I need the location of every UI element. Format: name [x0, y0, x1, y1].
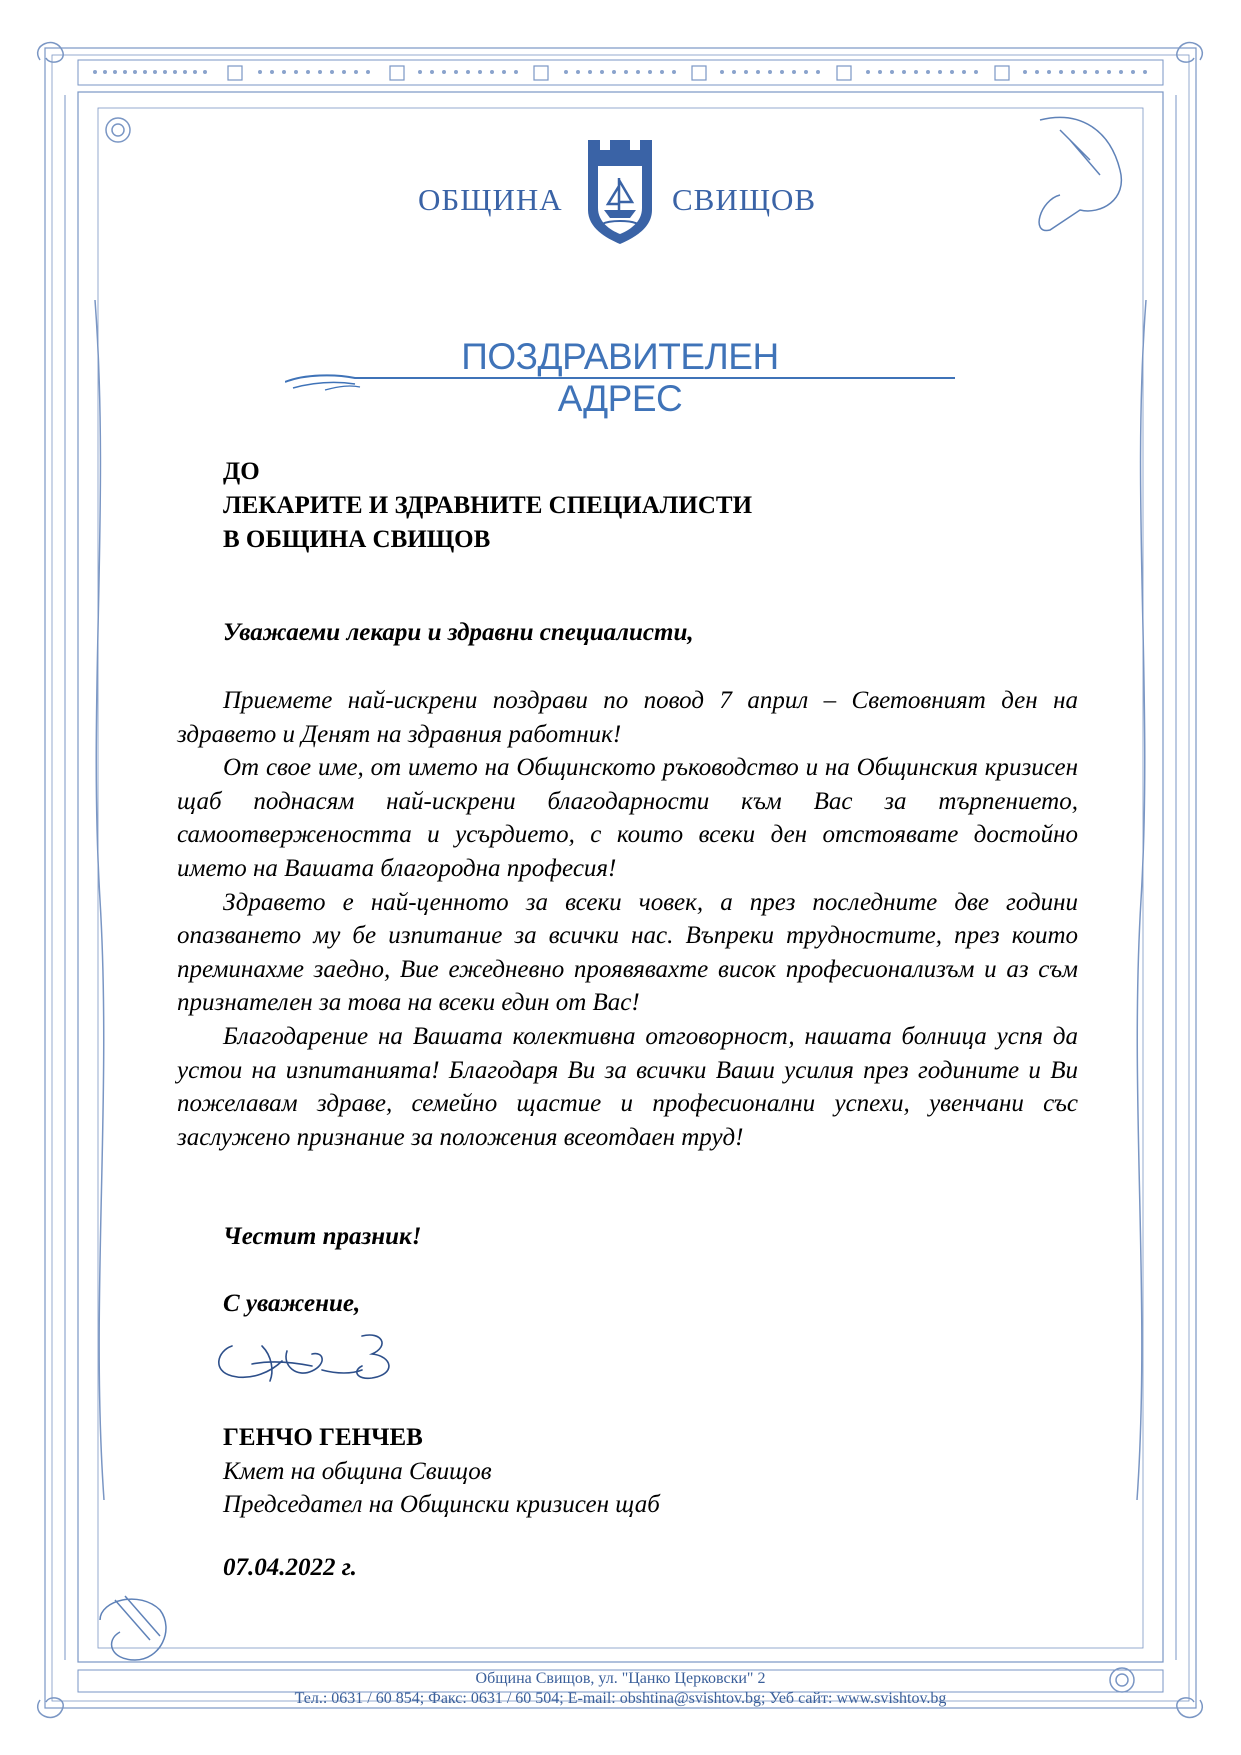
addressee-line-2: ЛЕКАРИТЕ И ЗДРАВНИТЕ СПЕЦИАЛИСТИ	[223, 492, 753, 519]
footer-address: Община Свищов, ул. "Цанко Церковски" 2	[475, 1670, 766, 1687]
letter-body	[177, 684, 1078, 1154]
municipality-name-right: СВИЩОВ	[672, 182, 817, 217]
paragraph-4: Благодарение на Вашата колективна отговорност, нашата болница успя да устои на изпитанията! Благодаря Ви за всички Ваши усилия през годините и Ви пожелавам здраве, семейно щастие и професионални успехи, увенчани със заслужено признание за положения всеотдаен труд!	[177, 1022, 1078, 1151]
signer-name: ГЕНЧО ГЕНЧЕВ	[223, 1424, 423, 1451]
salutation: Уважаеми лекари и здравни специалисти,	[223, 619, 694, 646]
document-title: ПОЗДРАВИТЕЛЕН АДРЕС	[461, 336, 779, 419]
footer-contacts: Тел.: 0631 / 60 854; Факс: 0631 / 60 504; E-mail: obshtina@svishtov.bg; Уеб сайт: www.svishtov.bg	[294, 1690, 947, 1707]
addressee-line-3: В ОБЩИНА СВИЩОВ	[223, 526, 491, 553]
title-underline-flourish	[285, 370, 955, 392]
signer-title-1: Кмет на община Свищов	[223, 1458, 492, 1485]
addressee-block	[223, 455, 752, 557]
closing-greeting: Честит празник!	[223, 1223, 422, 1250]
svishtov-coat-of-arms-icon	[584, 140, 656, 245]
signer-title-2: Председател на Общински кризисен щаб	[223, 1491, 660, 1518]
addressee-line-1: ДО	[223, 458, 260, 485]
paragraph-3: Здравето е най-ценното за всеки човек, а през последните две години опазването му бе изпитание за всички нас. Въпреки трудностите, през които преминахме заедно, Вие ежедневно проявявахте висок професионализъм и аз съм признателен за това на всеки един от Вас!	[177, 888, 1078, 1017]
handwritten-signature	[212, 1326, 412, 1396]
paragraph-2: От свое име, от името на Общинското ръководство и на Общинския кризисен щаб поднасям най-искрени благодарности към Вас за търпението, самоотвержеността и усърдието, с които всеки ден отстоявате достойно името на Вашата благородна професия!	[177, 754, 1078, 882]
paragraph-1: Приемете най-искрени поздрави по повод 7 април – Световният ден на здравето и Денят на здравния работник!	[177, 687, 1078, 748]
municipality-name-left: ОБЩИНА	[418, 182, 563, 217]
regards: С уважение,	[223, 1290, 361, 1317]
letter-date: 07.04.2022 г.	[223, 1554, 357, 1581]
